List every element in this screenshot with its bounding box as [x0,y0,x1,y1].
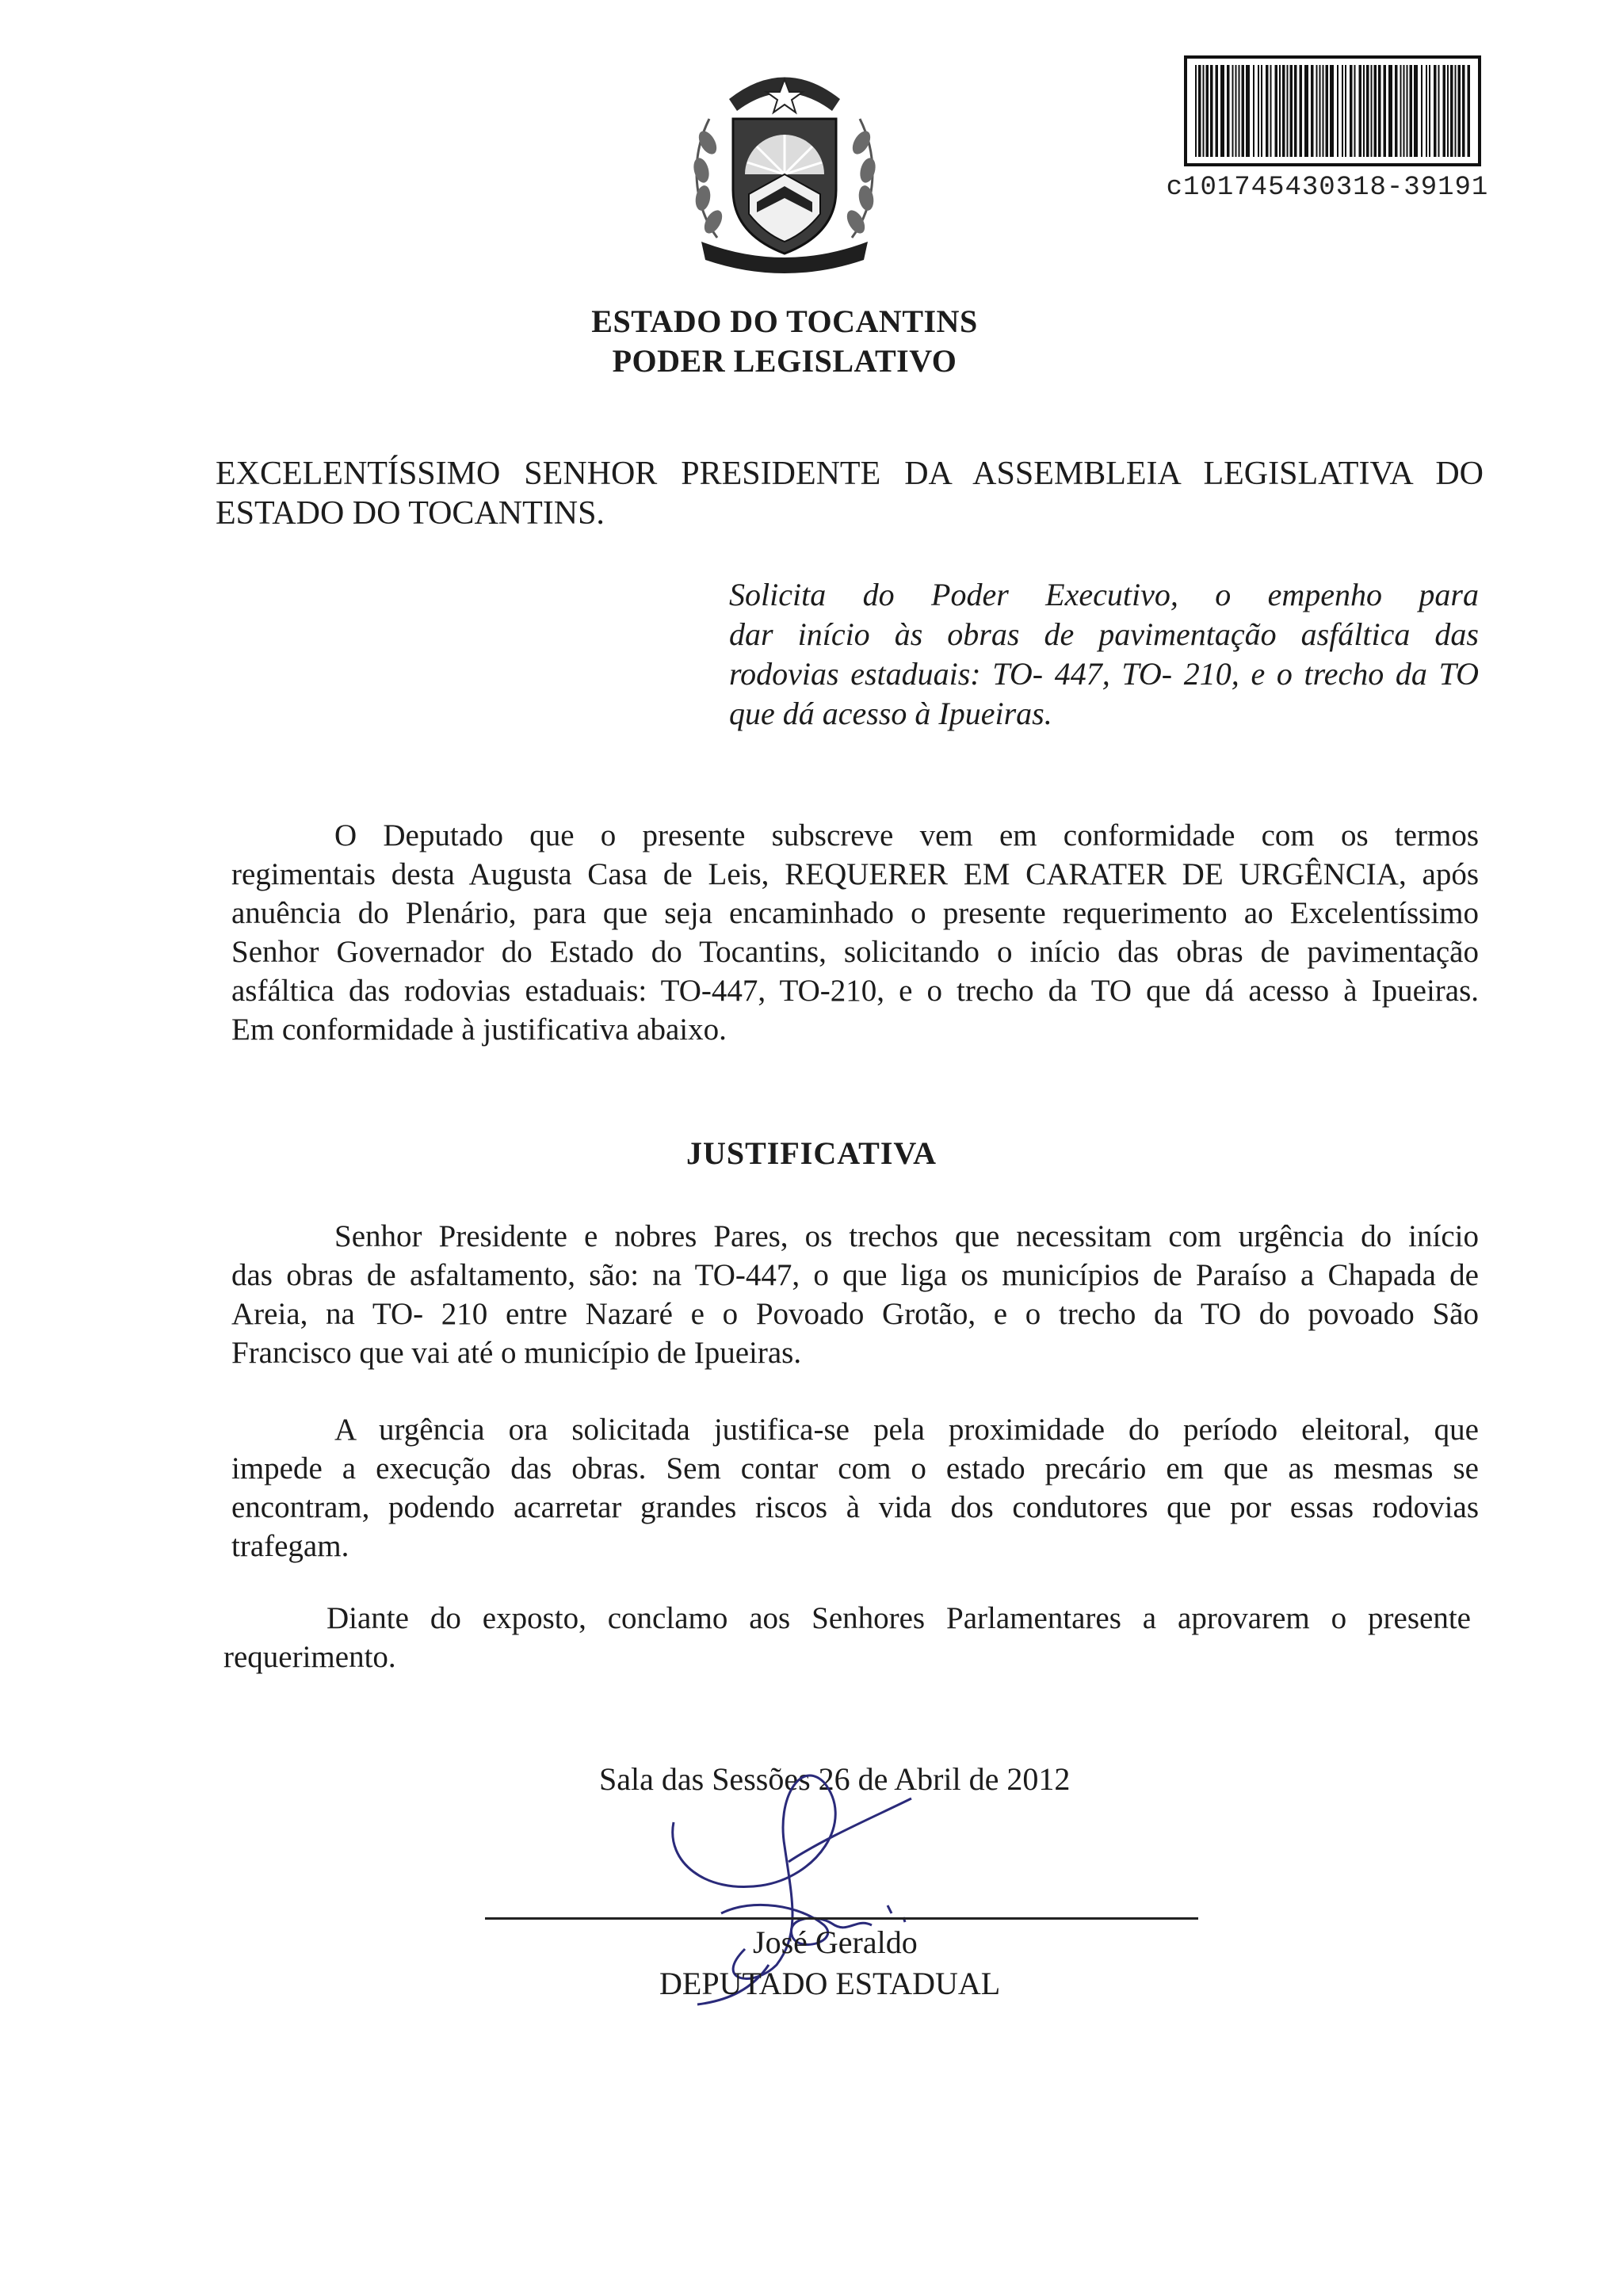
barcode-bar [1374,65,1377,157]
barcode-bar [1342,65,1343,157]
summary-line: que dá acesso à Ipueiras. [729,696,1052,731]
barcode-bar [1359,65,1362,157]
barcode-bar [1253,65,1254,157]
barcode-bar [1203,65,1205,157]
barcode-bar [1410,65,1413,157]
tocantins-coat-of-arms-icon [678,55,892,277]
barcode-bar [1378,65,1381,157]
barcode-bar [1290,65,1293,157]
barcode-bar [1326,65,1329,157]
barcode-bar [1316,65,1318,157]
barcode-bar [1450,65,1453,157]
barcode-bar [1216,65,1219,157]
barcode-bar [1275,65,1278,157]
barcode-bar [1407,65,1408,157]
signer-name: José Geraldo [753,1924,918,1960]
barcode-bar [1337,65,1338,157]
session-date-line: Sala das Sessões 26 de Abril de 2012 [599,1761,1071,1797]
justification-line: Senhor Presidente e nobres Pares, os trechos que necessitam com urgência do início [334,1219,1479,1253]
signer-title: DEPUTADO ESTADUAL [659,1966,1001,2001]
barcode-bar [1388,65,1392,157]
barcode-bar [1438,65,1440,157]
barcode-bar [1270,65,1272,157]
addressee-line: EXCELENTÍSSIMO SENHOR PRESIDENTE DA ASSEMBLEIA LEGISLATIVA DO [216,456,1484,492]
closing-line: Diante do exposto, conclamo aos Senhores Parlamentares a aprovarem o presente [327,1601,1471,1635]
barcode-bar [1403,65,1405,157]
barcode-bar [1429,65,1430,157]
barcode-bar [1400,65,1402,157]
barcode-bar [1468,65,1471,157]
request-line: Em conformidade à justificativa abaixo. [231,1013,727,1047]
request-line: Senhor Governador do Estado do Tocantins, solicitando o início das obras de pavimentação [231,935,1479,969]
barcode-bar [1206,65,1209,157]
urgency-line: impede a execução das obras. Sem contar com o estado precário em que as mesmas se [231,1451,1479,1486]
justification-line: das obras de asfaltamento, são: na TO-447, o que liga os municípios de Paraíso a Chapada de [231,1258,1479,1292]
barcode-bar [1311,65,1314,157]
barcode-bar [1261,65,1262,157]
request-line: anuência do Plenário, para que seja encaminhado o presente requerimento ao Excelentíssimo [231,896,1479,930]
barcode-bar [1371,65,1373,157]
barcode-bar [1354,65,1356,157]
barcode-bar [1210,65,1213,157]
barcode-bar [1458,65,1461,157]
barcode-bar [1455,65,1457,157]
barcode-bar [1304,65,1308,157]
barcode-bar [1345,65,1346,157]
barcode-bar [1198,65,1201,157]
barcode-bar [1227,65,1230,157]
barcode-bar [1282,65,1285,157]
header-state: ESTADO DO TOCANTINS [591,303,978,339]
barcode-bar [1294,65,1297,157]
barcode-bar [1220,65,1224,157]
barcode-bar [1242,65,1245,157]
barcode-bar [1235,65,1237,157]
barcode-number: c101745430318-39191 [1166,173,1489,203]
barcode-bar [1300,65,1303,157]
barcode-bar [1239,65,1240,157]
request-line: asfáltica das rodovias estaduais: TO-447, TO-210, e o trecho da TO que dá acesso à Ipueiras. [231,974,1479,1008]
addressee-line: ESTADO DO TOCANTINS. [216,495,605,532]
header-legislative-power: PODER LEGISLATIVO [612,343,957,379]
barcode-bar [1384,65,1387,157]
summary-line: dar início às obras de pavimentação asfáltica das [729,616,1479,652]
urgency-line: trafegam. [231,1529,349,1563]
justification-line: Francisco que vai até o município de Ipueiras. [231,1336,802,1370]
barcode-bar [1323,65,1324,157]
barcode-bar [1366,65,1369,157]
urgency-line: encontram, podendo acarretar grandes riscos à vida dos condutores que por essas rodovias [231,1490,1479,1524]
barcode-bar [1258,65,1259,157]
request-line: regimentais desta Augusta Casa de Leis, REQUERER EM CARATER DE URGÊNCIA, após [231,857,1479,891]
barcode-bar [1287,65,1289,157]
summary-line: Solicita do Poder Executivo, o empenho para [729,577,1479,612]
signature-rule [485,1917,1198,1920]
barcode-bar [1232,65,1234,157]
barcode-bar [1363,65,1365,157]
barcode-bar [1319,65,1321,157]
barcode-bar [1266,65,1269,157]
barcode-bar [1443,65,1446,157]
barcode-bar [1462,65,1465,157]
barcode-bar [1434,65,1437,157]
barcode-bar [1279,65,1281,157]
barcode-bar [1195,65,1197,157]
barcode-bar [1426,65,1427,157]
justification-line: Areia, na TO- 210 entre Nazaré e o Povoado Grotão, e o trecho da TO do povoado São [231,1297,1479,1331]
barcode-bar [1330,65,1334,157]
summary-line: rodovias estaduais: TO- 447, TO- 210, e o trecho da TO [729,656,1479,692]
barcode-bar [1395,65,1398,157]
request-line: O Deputado que o presente subscreve vem em conformidade com os termos [334,818,1479,852]
urgency-line: A urgência ora solicitada justifica-se pela proximidade do período eleitoral, que [334,1413,1479,1447]
barcode [1184,55,1481,166]
barcode-bar [1421,65,1423,157]
barcode-bar [1447,65,1449,157]
barcode-bar [1414,65,1418,157]
justification-title: JUSTIFICATIVA [685,1135,938,1171]
closing-line: requerimento. [223,1640,396,1674]
barcode-bar [1246,65,1250,157]
barcode-bar [1350,65,1353,157]
